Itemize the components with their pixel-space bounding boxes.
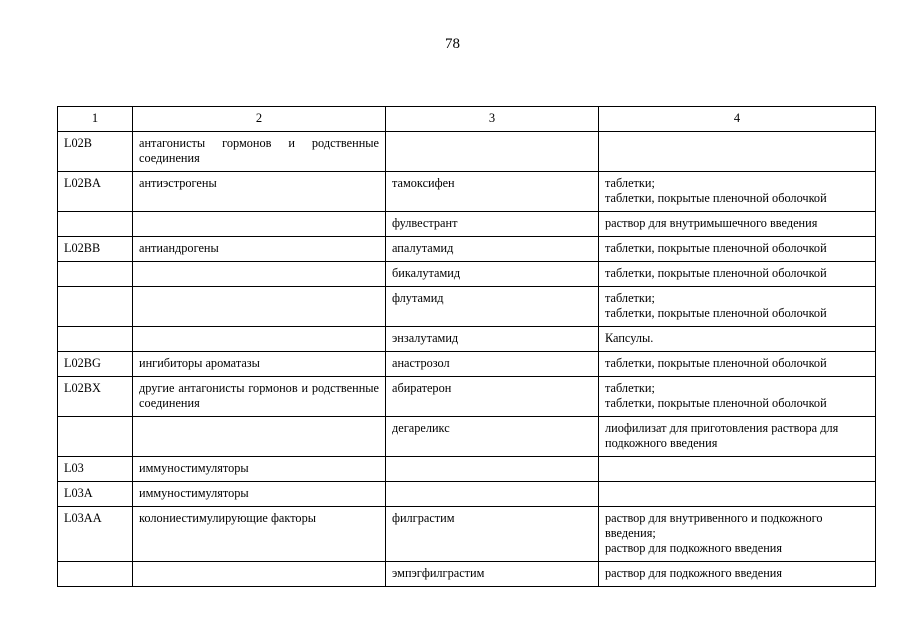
table-row (58, 482, 876, 507)
cell-atc-code: L02BB (58, 237, 133, 262)
cell-group-name: иммуностимуляторы (133, 482, 386, 507)
cell-atc-code (58, 327, 133, 352)
table-row (58, 237, 876, 262)
cell-dosage-forms (599, 132, 876, 172)
cell-inn: филграстим (386, 507, 599, 562)
cell-group-name: колониестимулирующие факторы (133, 507, 386, 562)
column-header-4: 4 (599, 107, 876, 132)
cell-atc-code: L03AA (58, 507, 133, 562)
cell-group-name: антиэстрогены (133, 172, 386, 212)
cell-group-name (133, 327, 386, 352)
column-header-3: 3 (386, 107, 599, 132)
table-row (58, 262, 876, 287)
cell-group-name (133, 417, 386, 457)
table-row (58, 377, 876, 417)
table-row (58, 212, 876, 237)
cell-group-name: ингибиторы ароматазы (133, 352, 386, 377)
column-header-2: 2 (133, 107, 386, 132)
cell-atc-code (58, 287, 133, 327)
cell-group-name (133, 212, 386, 237)
cell-group-name (133, 287, 386, 327)
table-row (58, 457, 876, 482)
table-header-row (58, 107, 876, 132)
cell-dosage-forms: таблетки; таблетки, покрытые пленочной оболочкой (599, 172, 876, 212)
cell-atc-code: L02BA (58, 172, 133, 212)
cell-inn: абиратерон (386, 377, 599, 417)
cell-dosage-forms: таблетки, покрытые пленочной оболочкой (599, 237, 876, 262)
drug-table (57, 106, 876, 587)
column-header-1: 1 (58, 107, 133, 132)
cell-inn: апалутамид (386, 237, 599, 262)
cell-atc-code (58, 262, 133, 287)
cell-inn: анастрозол (386, 352, 599, 377)
cell-atc-code (58, 562, 133, 587)
cell-atc-code: L03 (58, 457, 133, 482)
table-row (58, 352, 876, 377)
table-row (58, 417, 876, 457)
cell-inn: эмпэгфилграстим (386, 562, 599, 587)
table-row (58, 562, 876, 587)
cell-group-name: антагонисты гормонов и родственные соединения (133, 132, 386, 172)
cell-dosage-forms: таблетки; таблетки, покрытые пленочной оболочкой (599, 287, 876, 327)
cell-inn: бикалутамид (386, 262, 599, 287)
cell-group-name: антиандрогены (133, 237, 386, 262)
cell-atc-code: L03A (58, 482, 133, 507)
cell-dosage-forms (599, 457, 876, 482)
cell-group-name (133, 562, 386, 587)
cell-atc-code: L02BG (58, 352, 133, 377)
cell-dosage-forms: таблетки, покрытые пленочной оболочкой (599, 352, 876, 377)
cell-dosage-forms: раствор для внутримышечного введения (599, 212, 876, 237)
cell-dosage-forms: лиофилизат для приготовления раствора для подкожного введения (599, 417, 876, 457)
cell-group-name: другие антагонисты гормонов и родственные соединения (133, 377, 386, 417)
table-body (58, 107, 876, 587)
table-row (58, 287, 876, 327)
cell-atc-code (58, 212, 133, 237)
cell-dosage-forms: раствор для внутривенного и подкожного введения; раствор для подкожного введения (599, 507, 876, 562)
cell-dosage-forms (599, 482, 876, 507)
cell-inn: флутамид (386, 287, 599, 327)
cell-inn (386, 457, 599, 482)
cell-dosage-forms: таблетки, покрытые пленочной оболочкой (599, 262, 876, 287)
table-row (58, 132, 876, 172)
page-number: 78 (445, 36, 460, 52)
cell-atc-code: L02BX (58, 377, 133, 417)
cell-group-name: иммуностимуляторы (133, 457, 386, 482)
cell-group-name (133, 262, 386, 287)
cell-dosage-forms: раствор для подкожного введения (599, 562, 876, 587)
cell-atc-code (58, 417, 133, 457)
table-row (58, 507, 876, 562)
cell-dosage-forms: таблетки; таблетки, покрытые пленочной оболочкой (599, 377, 876, 417)
cell-inn (386, 482, 599, 507)
drug-table-container (57, 106, 842, 587)
cell-inn: фулвестрант (386, 212, 599, 237)
cell-inn: энзалутамид (386, 327, 599, 352)
table-row (58, 327, 876, 352)
cell-inn: дегареликс (386, 417, 599, 457)
table-row (58, 172, 876, 212)
cell-atc-code: L02B (58, 132, 133, 172)
cell-inn (386, 132, 599, 172)
cell-inn: тамоксифен (386, 172, 599, 212)
cell-dosage-forms: Капсулы. (599, 327, 876, 352)
